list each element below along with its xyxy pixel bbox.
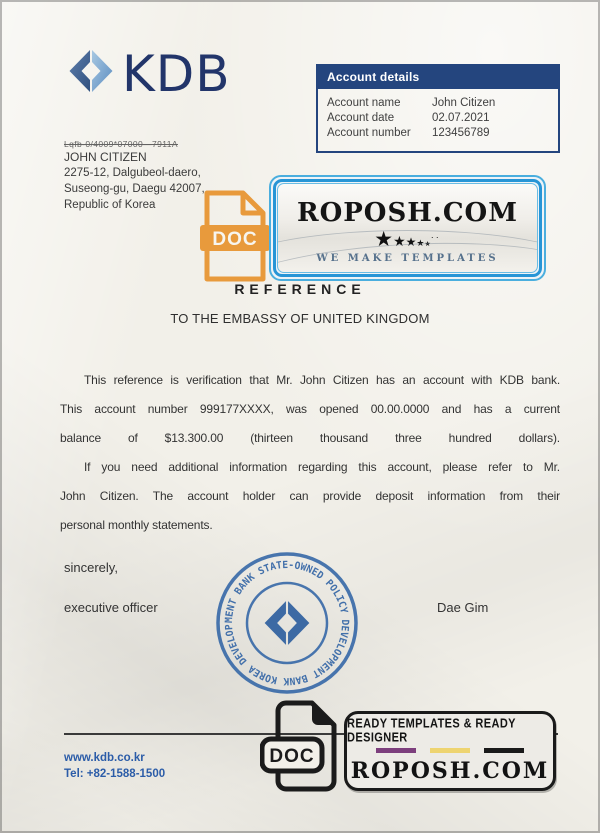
account-number-label: Account number [327, 127, 411, 139]
account-details-title: Account details [318, 66, 558, 89]
recipient-name: JOHN CITIZEN [64, 150, 147, 164]
black-bar [484, 748, 524, 753]
footer-website: www.kdb.co.kr [64, 752, 145, 764]
promo-site-text: ROPOSH.COM [350, 757, 550, 784]
roposh-watermark-plate [269, 175, 546, 281]
body-line: This account number 999177XXXX, was opened 00.00.0000 and has a current [60, 402, 560, 416]
recipient-address-line: Suseong-gu, Daegu 42007, [64, 183, 205, 195]
signer-title: executive officer [64, 600, 158, 615]
account-date-value: 02.07.2021 [432, 112, 490, 124]
letter-closing: sincerely, [64, 560, 118, 575]
recipient-address-line: 2275-12, Dalgubeol-daero, [64, 167, 201, 179]
kdb-logo-icon [66, 46, 116, 101]
account-number-row [327, 126, 549, 141]
recipient-address [64, 139, 205, 213]
body-line: personal monthly statements. [60, 518, 213, 532]
watermark-tagline: WE MAKE TEMPLATES [316, 253, 499, 264]
watermark-site-text: ROPOSH.COM [297, 198, 518, 228]
body-line: If you need additional information regarding this account, please refer to Mr. [84, 460, 560, 474]
recipient-address-line: Republic of Korea [64, 199, 156, 211]
signer-name: Dae Gim [437, 600, 489, 615]
yellow-bar [430, 748, 470, 753]
account-number-value: 123456789 [432, 127, 490, 139]
account-date-label: Account date [327, 112, 395, 124]
roposh-promo-banner [344, 711, 556, 791]
purple-bar [376, 748, 416, 753]
letter-body [60, 366, 560, 540]
star-icon: ★ [374, 227, 394, 251]
letter-addressee: TO THE EMBASSY OF UNITED KINGDOM [170, 311, 430, 326]
star-icon: ★ [393, 232, 406, 249]
star-trail-dots: ·· [430, 231, 441, 242]
account-date-row [327, 111, 549, 126]
redacted-reference-number: Lqfb-0/4009*07000—7911A [64, 139, 178, 149]
stamp-kdb-logo-icon [265, 601, 310, 645]
bank-stamp-seal [212, 548, 362, 703]
star-icon: ★ [424, 240, 431, 248]
doc-file-icon-orange [199, 189, 271, 288]
account-name-label: Account name [327, 97, 401, 109]
footer-phone: Tel: +82-1588-1500 [64, 768, 166, 780]
svg-text:MENT BANK STATE-OWNED POLICY D [224, 560, 350, 686]
account-details-box [316, 64, 560, 153]
doc-file-icon-black [260, 699, 340, 798]
body-line: balance of $13.300.00 (thirteen thousand three hundred dollars). [60, 431, 560, 445]
footer-contacts [64, 750, 165, 782]
doc-badge-label: DOC [269, 746, 315, 767]
stamp-ring-text: MENT BANK STATE-OWNED POLICY DEVELOPMENT BANK KOREA DEVELOP [223, 559, 351, 687]
doc-badge-label: DOC [212, 229, 258, 250]
kdb-logo-text: KDB [122, 44, 231, 103]
account-name-value: John Citizen [432, 97, 496, 109]
promo-heading: READY TEMPLATES & READY DESIGNER [347, 716, 516, 745]
body-line: John Citizen. The account holder can provide deposit information from their [60, 489, 560, 503]
promo-color-bars [376, 748, 524, 753]
star-icon: ★ [405, 234, 417, 249]
star-icon: ★ [416, 237, 425, 248]
account-name-row [327, 96, 549, 111]
body-line: This reference is verification that Mr. John Citizen has an account with KDB bank. [84, 373, 560, 387]
letter-title: REFERENCE [234, 281, 366, 297]
kdb-logo [66, 46, 231, 101]
